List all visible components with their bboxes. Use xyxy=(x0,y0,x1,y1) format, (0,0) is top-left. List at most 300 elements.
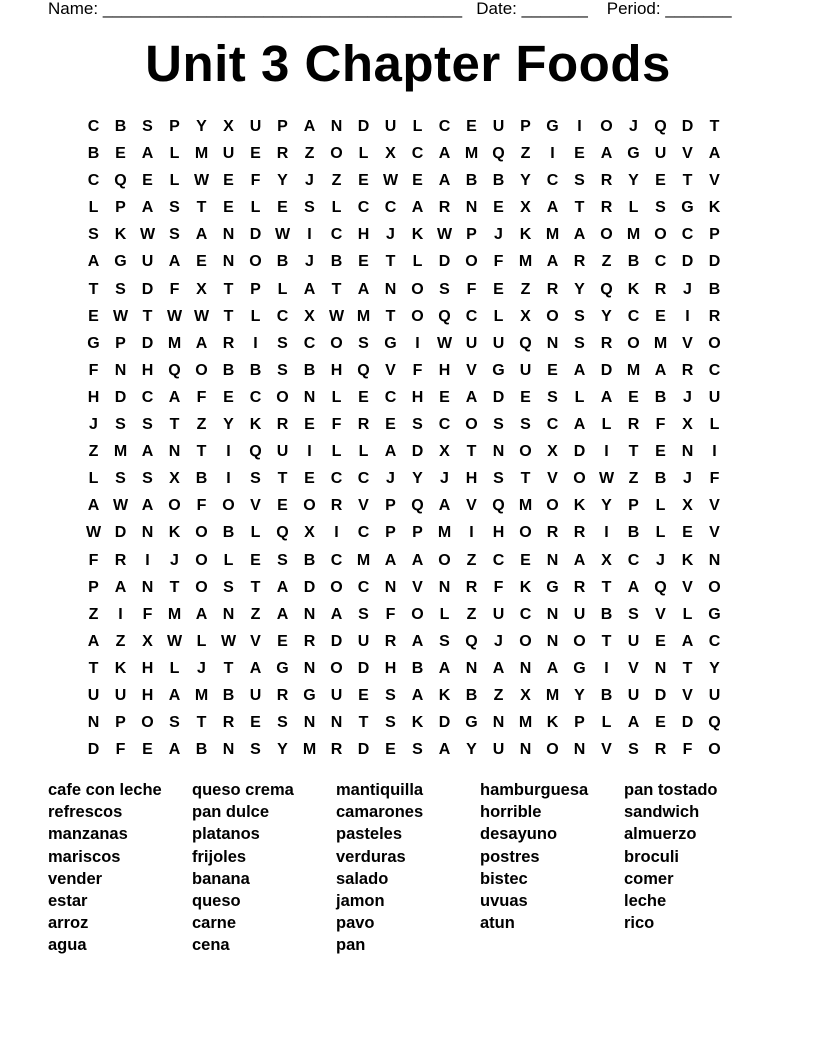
grid-letter: D xyxy=(141,280,154,298)
grid-letter: A xyxy=(411,199,424,217)
grid-letter: B xyxy=(708,280,721,298)
grid-letter: D xyxy=(114,388,127,406)
grid-letter: P xyxy=(628,497,639,515)
grid-letter: S xyxy=(574,172,585,190)
grid-letter: A xyxy=(627,578,640,596)
grid-letter: A xyxy=(546,253,559,271)
grid-letter: L xyxy=(223,551,234,569)
grid-letter: J xyxy=(305,172,314,190)
grid-letter: B xyxy=(195,470,208,488)
grid-letter: C xyxy=(627,307,640,325)
grid-letter: J xyxy=(386,226,395,244)
grid-letter: E xyxy=(385,416,396,434)
grid-letter: N xyxy=(384,280,397,298)
grid-letter: F xyxy=(682,741,693,759)
grid-letter: B xyxy=(249,361,262,379)
grid-letter: B xyxy=(222,686,235,704)
grid-letter: A xyxy=(573,361,586,379)
grid-letter: M xyxy=(167,334,182,352)
grid-letter: A xyxy=(303,118,316,135)
word-item: pan dulce xyxy=(192,803,270,822)
grid-letter: F xyxy=(385,605,396,623)
grid-letter: A xyxy=(627,714,640,732)
grid-letter: L xyxy=(601,416,612,434)
grid-letter: I xyxy=(118,605,123,623)
grid-letter: F xyxy=(466,280,477,298)
grid-letter: M xyxy=(437,524,452,542)
grid-letter: X xyxy=(682,416,693,434)
grid-letter: V xyxy=(358,497,369,515)
grid-letter: T xyxy=(88,659,99,677)
grid-letter: U xyxy=(330,686,343,704)
grid-letter: W xyxy=(382,172,399,190)
grid-letter: E xyxy=(547,361,558,379)
word-item: arroz xyxy=(48,914,89,933)
grid-letter: I xyxy=(415,334,420,352)
grid-letter: U xyxy=(627,686,640,704)
grid-letter: S xyxy=(412,741,423,759)
grid-letter: N xyxy=(546,551,559,569)
grid-letter: A xyxy=(303,280,316,298)
grid-letter: C xyxy=(276,307,289,325)
grid-letter: C xyxy=(519,605,532,623)
grid-letter: D xyxy=(681,118,694,135)
grid-letter: S xyxy=(277,551,288,569)
grid-letter: K xyxy=(519,226,532,244)
grid-letter: R xyxy=(600,334,613,352)
name-blank: ______________________________________ xyxy=(102,0,463,18)
grid-letter: Y xyxy=(277,741,288,759)
grid-letter: A xyxy=(600,145,613,163)
grid-letter: Y xyxy=(412,470,423,488)
grid-letter: G xyxy=(708,605,721,623)
grid-letter: U xyxy=(141,253,154,271)
word-list xyxy=(48,779,768,957)
grid-letter: R xyxy=(330,741,343,759)
grid-letter: O xyxy=(519,443,532,461)
grid-letter: K xyxy=(411,714,424,732)
grid-letter: D xyxy=(411,443,424,461)
grid-letter: S xyxy=(358,334,369,352)
grid-letter: S xyxy=(169,714,180,732)
grid-letter: X xyxy=(196,280,207,298)
grid-letter: T xyxy=(709,118,720,135)
grid-letter: L xyxy=(169,172,180,190)
grid-letter: Q xyxy=(654,578,667,596)
grid-letter: N xyxy=(492,714,505,732)
grid-letter: Y xyxy=(709,659,720,677)
grid-letter: E xyxy=(277,632,288,650)
grid-letter: R xyxy=(546,524,559,542)
grid-letter: L xyxy=(250,199,261,217)
grid-letter: E xyxy=(250,714,261,732)
grid-letter: E xyxy=(115,145,126,163)
grid-letter: C xyxy=(87,172,100,190)
grid-letter: T xyxy=(196,443,207,461)
grid-letter: C xyxy=(546,416,559,434)
grid-letter: H xyxy=(465,470,478,488)
grid-letter: Z xyxy=(88,605,99,623)
grid-letter: N xyxy=(303,388,316,406)
grid-letter: V xyxy=(709,497,720,515)
grid-letter: N xyxy=(573,741,586,759)
grid-letter: E xyxy=(277,199,288,217)
grid-letter: E xyxy=(142,172,153,190)
grid-letter: N xyxy=(519,741,532,759)
date-label: Date: xyxy=(476,0,517,18)
word-item: uvuas xyxy=(480,892,528,911)
word-item: frijoles xyxy=(192,847,247,866)
grid-letter: X xyxy=(682,497,693,515)
grid-letter: G xyxy=(573,659,586,677)
grid-letter: A xyxy=(114,578,127,596)
grid-letter: C xyxy=(708,632,721,650)
grid-letter: A xyxy=(600,388,613,406)
grid-letter: D xyxy=(357,741,370,759)
grid-letter: S xyxy=(142,470,153,488)
grid-letter: C xyxy=(249,388,262,406)
grid-letter: O xyxy=(546,741,559,759)
grid-letter: F xyxy=(412,361,423,379)
grid-letter: K xyxy=(114,226,127,244)
grid-letter: E xyxy=(439,388,450,406)
grid-letter: S xyxy=(412,416,423,434)
grid-letter: U xyxy=(357,632,370,650)
grid-letter: J xyxy=(89,416,98,434)
grid-letter: L xyxy=(250,524,261,542)
grid-letter: P xyxy=(574,714,585,732)
grid-letter: U xyxy=(708,388,721,406)
grid-letter: B xyxy=(627,524,640,542)
grid-letter: P xyxy=(709,226,720,244)
grid-letter: L xyxy=(628,199,639,217)
grid-letter: U xyxy=(708,686,721,704)
grid-letter: J xyxy=(629,118,638,135)
word-item: vender xyxy=(48,869,103,888)
grid-letter: I xyxy=(604,659,609,677)
grid-letter: S xyxy=(277,714,288,732)
grid-letter: F xyxy=(493,253,504,271)
grid-letter: D xyxy=(87,741,100,759)
word-item: cena xyxy=(192,936,230,955)
grid-letter: K xyxy=(708,199,721,217)
grid-letter: I xyxy=(145,551,150,569)
word-item: pasteles xyxy=(336,825,403,844)
grid-letter: G xyxy=(384,334,397,352)
grid-letter: L xyxy=(88,199,99,217)
grid-letter: O xyxy=(708,578,721,596)
grid-letter: U xyxy=(654,145,667,163)
grid-letter: S xyxy=(628,741,639,759)
grid-letter: E xyxy=(223,199,234,217)
grid-letter: T xyxy=(250,578,261,596)
word-item: banana xyxy=(192,869,250,888)
grid-letter: T xyxy=(223,307,234,325)
grid-letter: Y xyxy=(601,497,612,515)
grid-letter: F xyxy=(88,551,99,569)
grid-letter: O xyxy=(573,470,586,488)
grid-letter: S xyxy=(628,605,639,623)
grid-letter: R xyxy=(573,524,586,542)
grid-letter: O xyxy=(438,551,451,569)
grid-letter: R xyxy=(357,416,370,434)
grid-letter: J xyxy=(656,551,665,569)
grid-letter: Q xyxy=(438,307,451,325)
grid-letter: T xyxy=(601,632,612,650)
grid-letter: S xyxy=(169,199,180,217)
grid-letter: Y xyxy=(277,172,288,190)
grid-letter: Y xyxy=(466,741,477,759)
grid-letter: P xyxy=(250,280,261,298)
grid-letter: U xyxy=(114,686,127,704)
grid-letter: V xyxy=(250,497,261,515)
grid-letter: N xyxy=(465,199,478,217)
grid-letter: K xyxy=(573,497,586,515)
grid-letter: N xyxy=(141,578,154,596)
grid-letter: Q xyxy=(600,280,613,298)
grid-letter: L xyxy=(412,118,423,135)
grid-letter: H xyxy=(357,226,370,244)
grid-letter: M xyxy=(356,551,371,569)
grid-letter: E xyxy=(655,632,666,650)
grid-letter: Z xyxy=(628,470,639,488)
grid-letter: J xyxy=(683,388,692,406)
grid-letter: A xyxy=(573,226,586,244)
grid-letter: D xyxy=(438,714,451,732)
grid-letter: Y xyxy=(601,307,612,325)
grid-letter: B xyxy=(600,686,613,704)
grid-letter: Z xyxy=(115,632,126,650)
grid-letter: B xyxy=(222,361,235,379)
grid-letter: V xyxy=(628,659,639,677)
grid-letter: C xyxy=(357,578,370,596)
grid-letter: A xyxy=(141,145,154,163)
grid-letter: E xyxy=(358,172,369,190)
grid-letter: W xyxy=(220,632,237,650)
word-item: postres xyxy=(480,847,540,866)
grid-letter: I xyxy=(685,307,690,325)
grid-letter: E xyxy=(277,497,288,515)
grid-letter: O xyxy=(708,741,721,759)
grid-letter: Q xyxy=(411,497,424,515)
grid-letter: T xyxy=(601,578,612,596)
grid-letter: J xyxy=(683,470,692,488)
grid-letter: N xyxy=(492,443,505,461)
grid-letter: A xyxy=(276,605,289,623)
grid-letter: G xyxy=(546,118,559,135)
grid-letter: C xyxy=(330,470,343,488)
grid-letter: Z xyxy=(493,686,504,704)
grid-letter: S xyxy=(520,416,531,434)
grid-letter: F xyxy=(709,470,720,488)
grid-letter: R xyxy=(573,578,586,596)
grid-letter: X xyxy=(520,307,531,325)
grid-letter: L xyxy=(169,145,180,163)
grid-letter: W xyxy=(274,226,291,244)
word-item: almuerzo xyxy=(624,825,697,844)
grid-letter: O xyxy=(546,307,559,325)
grid-letter: Q xyxy=(492,145,505,163)
word-item: bistec xyxy=(480,869,528,888)
grid-letter: W xyxy=(193,172,210,190)
grid-letter: C xyxy=(303,334,316,352)
grid-letter: O xyxy=(141,714,154,732)
grid-letter: V xyxy=(709,524,720,542)
grid-letter: X xyxy=(385,145,396,163)
grid-letter: E xyxy=(655,172,666,190)
word-item: comer xyxy=(624,869,674,888)
grid-letter: L xyxy=(709,416,720,434)
grid-letter: O xyxy=(465,253,478,271)
grid-letter: T xyxy=(466,443,477,461)
grid-letter: H xyxy=(141,361,154,379)
grid-letter: M xyxy=(194,145,209,163)
grid-letter: H xyxy=(492,524,505,542)
grid-letter: I xyxy=(712,443,717,461)
grid-letter: M xyxy=(464,145,479,163)
grid-letter: L xyxy=(169,659,180,677)
grid-letter: E xyxy=(88,307,99,325)
word-item: jamon xyxy=(336,892,385,911)
grid-letter: A xyxy=(87,497,100,515)
grid-letter: C xyxy=(357,524,370,542)
grid-letter: A xyxy=(141,199,154,217)
grid-letter: W xyxy=(166,307,183,325)
grid-letter: T xyxy=(385,253,396,271)
grid-letter: I xyxy=(334,524,339,542)
period-blank: _______ xyxy=(665,0,732,18)
word-item: pan xyxy=(336,936,366,955)
word-item: verduras xyxy=(336,847,406,866)
grid-letter: C xyxy=(87,118,100,135)
grid-letter: C xyxy=(492,551,505,569)
grid-letter: I xyxy=(577,118,582,135)
word-item: atun xyxy=(480,914,515,933)
grid-letter: O xyxy=(195,578,208,596)
grid-letter: B xyxy=(222,524,235,542)
grid-letter: I xyxy=(226,470,231,488)
grid-letter: A xyxy=(492,659,505,677)
grid-letter: A xyxy=(654,361,667,379)
grid-letter: W xyxy=(598,470,615,488)
grid-letter: R xyxy=(600,199,613,217)
grid-letter: C xyxy=(546,172,559,190)
grid-letter: Y xyxy=(574,686,585,704)
grid-letter: E xyxy=(304,416,315,434)
grid-letter: S xyxy=(547,388,558,406)
grid-letter: D xyxy=(708,253,721,271)
grid-letter: V xyxy=(709,172,720,190)
grid-letter: Z xyxy=(250,605,261,623)
grid-letter: K xyxy=(249,416,262,434)
grid-letter: O xyxy=(411,280,424,298)
grid-letter: S xyxy=(115,470,126,488)
grid-letter: O xyxy=(303,497,316,515)
grid-letter: E xyxy=(250,551,261,569)
grid-letter: D xyxy=(357,659,370,677)
grid-letter: G xyxy=(681,199,694,217)
grid-letter: V xyxy=(601,741,612,759)
grid-letter: U xyxy=(519,361,532,379)
grid-letter: L xyxy=(493,307,504,325)
grid-letter: O xyxy=(222,497,235,515)
grid-letter: E xyxy=(655,714,666,732)
grid-letter: L xyxy=(601,714,612,732)
grid-letter: F xyxy=(196,497,207,515)
grid-letter: R xyxy=(222,714,235,732)
grid-letter: S xyxy=(277,334,288,352)
grid-letter: A xyxy=(573,551,586,569)
grid-letter: B xyxy=(411,659,424,677)
grid-letter: U xyxy=(87,686,100,704)
grid-letter: Q xyxy=(168,361,181,379)
grid-letter: K xyxy=(519,578,532,596)
grid-letter: Z xyxy=(520,145,531,163)
grid-letter: W xyxy=(436,226,453,244)
grid-letter: C xyxy=(330,551,343,569)
grid-letter: U xyxy=(276,443,289,461)
grid-letter: O xyxy=(195,361,208,379)
grid-letter: O xyxy=(627,334,640,352)
grid-letter: A xyxy=(249,659,262,677)
grid-letter: R xyxy=(114,551,127,569)
grid-letter: K xyxy=(627,280,640,298)
grid-letter: O xyxy=(546,497,559,515)
grid-letter: E xyxy=(304,470,315,488)
grid-letter: L xyxy=(655,497,666,515)
grid-letter: D xyxy=(600,361,613,379)
grid-letter: B xyxy=(654,470,667,488)
grid-letter: O xyxy=(519,524,532,542)
grid-letter: N xyxy=(141,524,154,542)
grid-letter: S xyxy=(250,470,261,488)
grid-letter: A xyxy=(546,199,559,217)
grid-letter: M xyxy=(545,686,560,704)
grid-letter: E xyxy=(628,388,639,406)
grid-letter: X xyxy=(304,524,315,542)
grid-letter: G xyxy=(303,686,316,704)
grid-letter: O xyxy=(411,605,424,623)
grid-letter: R xyxy=(627,416,640,434)
grid-letter: J xyxy=(197,659,206,677)
grid-letter: A xyxy=(330,605,343,623)
grid-letter: X xyxy=(601,551,612,569)
grid-letter: N xyxy=(546,632,559,650)
grid-letter: W xyxy=(328,307,345,325)
grid-letter: H xyxy=(330,361,343,379)
grid-letter: S xyxy=(169,226,180,244)
grid-letter: E xyxy=(682,524,693,542)
grid-letter: U xyxy=(627,632,640,650)
word-item: agua xyxy=(48,936,87,955)
grid-letter: T xyxy=(574,199,585,217)
word-item: rico xyxy=(624,914,655,933)
grid-letter: V xyxy=(412,578,423,596)
grid-letter: X xyxy=(223,118,234,135)
grid-letter: N xyxy=(303,605,316,623)
grid-letter: C xyxy=(708,361,721,379)
grid-letter: M xyxy=(518,497,533,515)
grid-letter: D xyxy=(573,443,586,461)
grid-letter: A xyxy=(465,388,478,406)
grid-letter: V xyxy=(682,145,693,163)
word-item: desayuno xyxy=(480,825,558,844)
grid-letter: K xyxy=(438,686,451,704)
grid-letter: O xyxy=(411,307,424,325)
grid-letter: U xyxy=(249,118,262,135)
period-label: Period: xyxy=(606,0,661,18)
grid-letter: A xyxy=(438,741,451,759)
